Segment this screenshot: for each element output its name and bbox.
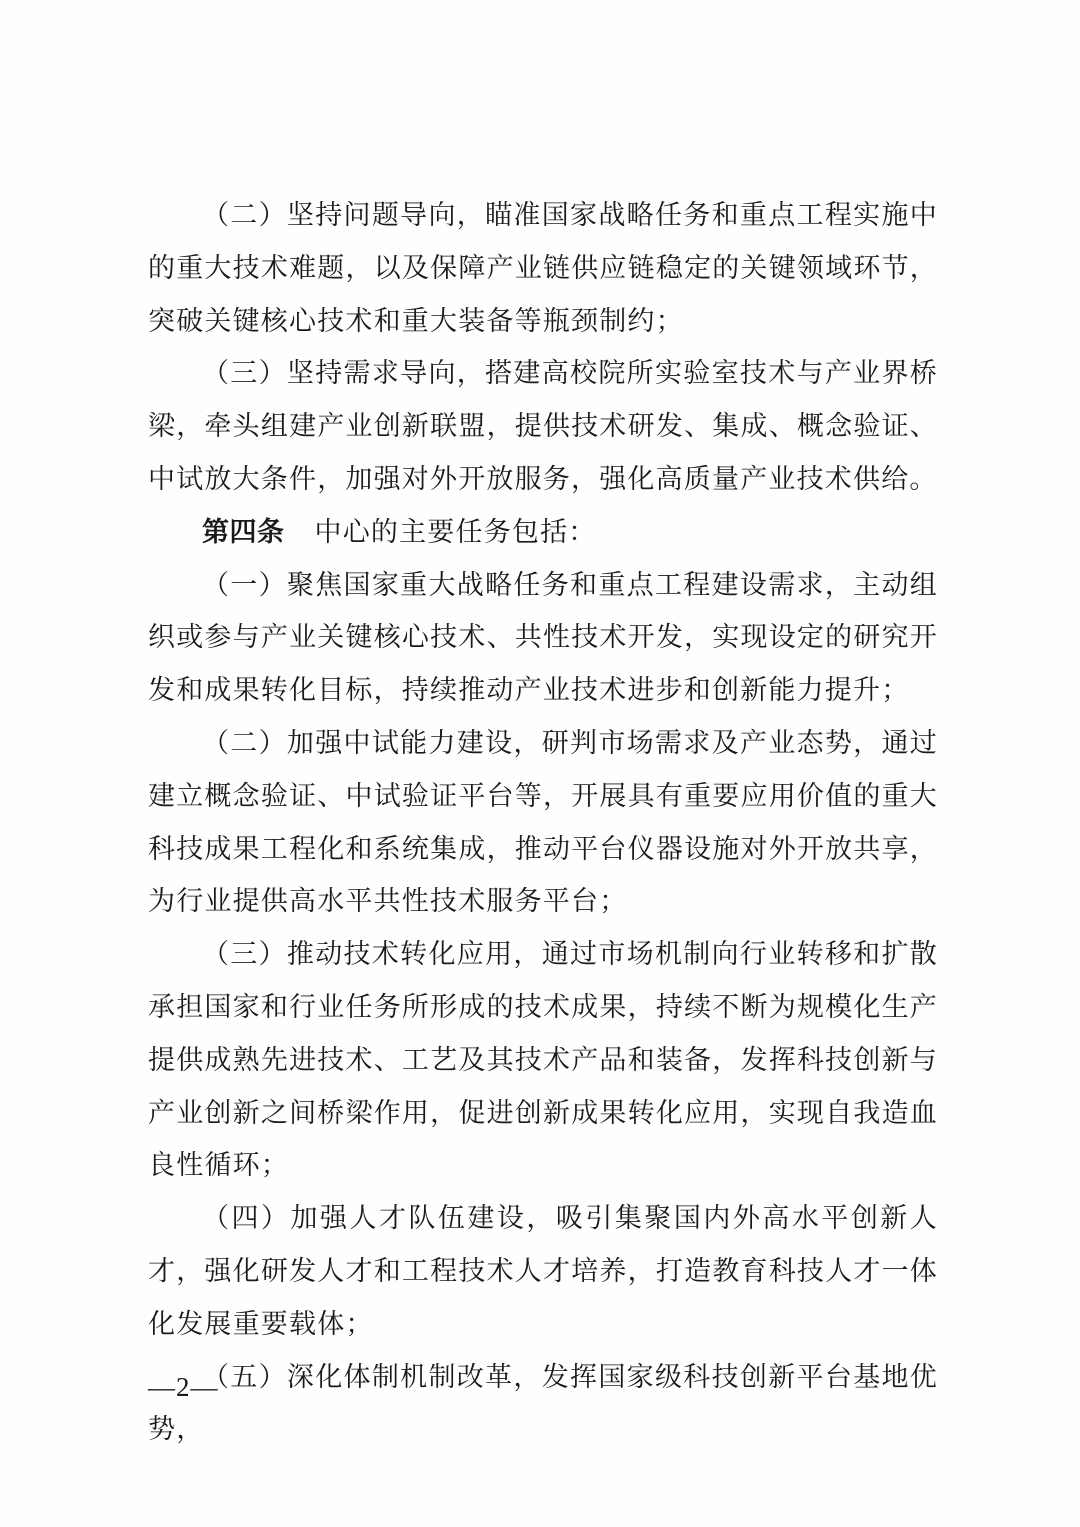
paragraph-principle-3: （三）坚持需求导向，搭建高校院所实验室技术与产业界桥梁，牵头组建产业创新联盟，提供技术研发、集成、概念验证、中试放大条件，加强对外开放服务，强化高质量产业技术供给。 — [148, 358, 938, 495]
paragraph-principle-2: （二）坚持问题导向，瞄准国家战略任务和重点工程实施中的重大技术难题，以及保障产业链供应链稳定的关键领域环节，突破关键核心技术和重大装备等瓶颈制约； — [148, 200, 938, 337]
paragraph-task-5: （五）深化体制机制改革，发挥国家级科技创新平台基地优势， — [148, 1361, 938, 1446]
paragraph-task-3: （三）推动技术转化应用，通过市场机制向行业转移和扩散承担国家和行业任务所形成的技术成果，持续不断为规模化生产提供成熟先进技术、工艺及其技术产品和装备，发挥科技创新与产业创新之间桥梁作用，促进创新成果转化应用，实现自我造血良性循环； — [148, 939, 938, 1182]
page-number: —2— — [148, 1372, 219, 1402]
paragraph-task-4: （四）加强人才队伍建设，吸引集聚国内外高水平创新人才，强化研发人才和工程技术人才培养，打造教育科技人才一体化发展重要载体； — [148, 1203, 938, 1340]
article-text: 中心的主要任务包括： — [314, 516, 597, 548]
paragraph-article-4 — [148, 507, 938, 560]
paragraph-task-2: （二）加强中试能力建设，研判市场需求及产业态势，通过建立概念验证、中试验证平台等，开展具有重要应用价值的重大科技成果工程化和系统集成，推动平台仪器设施对外开放共享，为行业提供高水平共性技术服务平台； — [148, 727, 938, 918]
document-body — [148, 190, 938, 1457]
paragraph-task-1: （一）聚焦国家重大战略任务和重点工程建设需求，主动组织或参与产业关键核心技术、共性技术开发，实现设定的研究开发和成果转化目标，持续推动产业技术进步和创新能力提升； — [148, 569, 938, 707]
article-heading: 第四条 — [202, 516, 285, 548]
